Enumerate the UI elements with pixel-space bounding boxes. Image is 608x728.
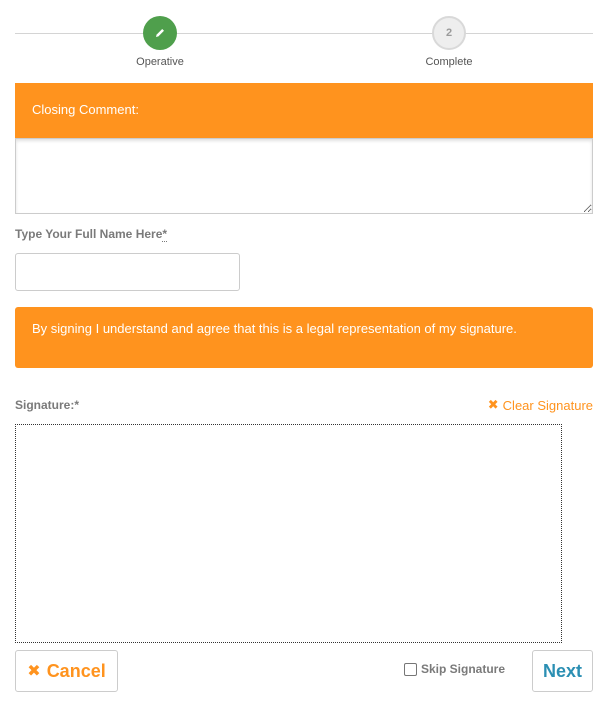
closing-comment-textarea[interactable] <box>15 138 593 214</box>
cancel-button-label: Cancel <box>46 660 106 681</box>
signature-label: Signature:* <box>15 398 80 412</box>
pencil-icon <box>154 27 166 39</box>
step-done-circle <box>143 16 177 50</box>
close-icon: ✖ <box>27 663 41 680</box>
cancel-button[interactable] <box>15 650 118 692</box>
legal-notice-banner: By signing I understand and agree that this is a legal representation of my signature. <box>15 307 593 368</box>
closing-comment-header: Closing Comment: <box>15 83 593 138</box>
skip-signature-checkbox[interactable] <box>404 663 417 676</box>
step-complete <box>389 16 509 68</box>
close-icon: ✖ <box>487 397 499 412</box>
progress-stepper <box>15 16 593 72</box>
signature-pad[interactable] <box>15 424 562 643</box>
step-label: Complete <box>425 56 473 68</box>
clear-signature-label: Clear Signature <box>502 397 593 413</box>
step-operative <box>100 16 220 68</box>
skip-signature-label: Skip Signature <box>421 662 506 676</box>
skip-signature-option[interactable] <box>404 662 505 676</box>
required-mark: * <box>162 227 168 241</box>
next-button[interactable]: Next <box>532 650 593 692</box>
full-name-input[interactable] <box>15 253 240 291</box>
full-name-label-text: Type Your Full Name Here <box>15 227 163 241</box>
full-name-label <box>15 227 167 241</box>
step-number-circle: 2 <box>432 16 466 50</box>
clear-signature-button[interactable] <box>488 397 593 413</box>
step-label: Operative <box>136 56 184 68</box>
